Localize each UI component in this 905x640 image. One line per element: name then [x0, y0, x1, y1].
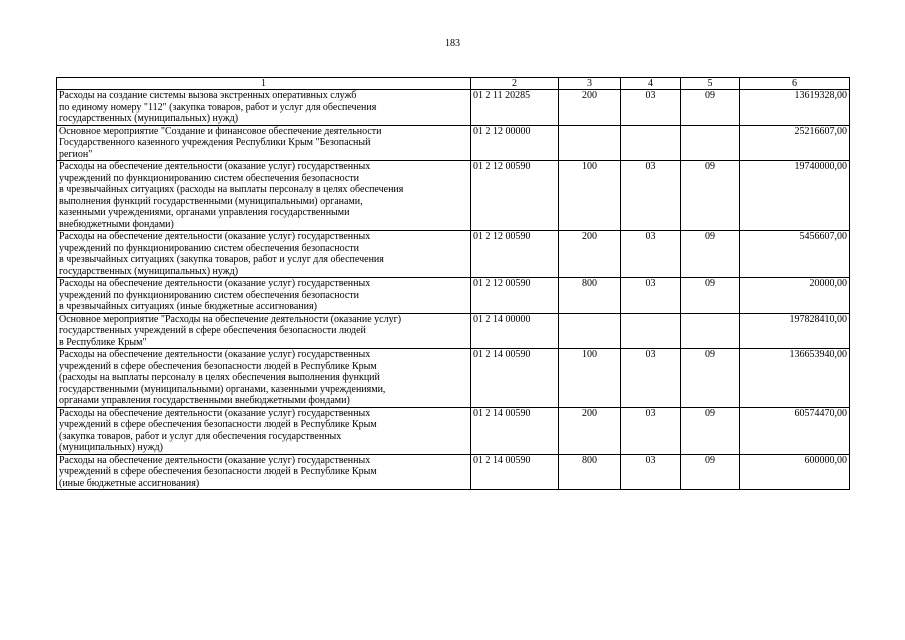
expense-name-cell: Расходы на обеспечение деятельности (оказание услуг) государственных учреждений в сфере обеспечения безопасности людей в Республике Крым (расходы на выплаты персоналу в целях обеспечения выполнения функций государственными (муниципальными) органами, казенными учреждениями, органами управления государственными внебюджетными фондами): [57, 349, 471, 408]
header-col-5: 5: [681, 78, 740, 90]
header-col-4: 4: [621, 78, 681, 90]
target-code-cell: 01 2 12 00000: [471, 125, 559, 161]
section-cell: 03: [621, 407, 681, 454]
expense-name-cell: Основное мероприятие "Расходы на обеспечение деятельности (оказание услуг) государственных учреждений в сфере обеспечения безопасности людей в Республике Крым": [57, 313, 471, 349]
header-col-3: 3: [559, 78, 621, 90]
expense-name-cell: Расходы на обеспечение деятельности (оказание услуг) государственных учреждений в сфере обеспечения безопасности людей в Республике Крым (иные бюджетные ассигнования): [57, 454, 471, 490]
section-cell: 03: [621, 90, 681, 126]
amount-cell: 197828410,00: [740, 313, 850, 349]
header-col-1: 1: [57, 78, 471, 90]
section-cell: 03: [621, 278, 681, 314]
table-row: [57, 90, 850, 126]
expense-type-cell: 200: [559, 90, 621, 126]
target-code-cell: 01 2 12 00590: [471, 278, 559, 314]
expense-name-cell: Расходы на обеспечение деятельности (оказание услуг) государственных учреждений в сфере обеспечения безопасности людей в Республике Крым (закупка товаров, работ и услуг для обеспечения государственных (муниципальных) нужд): [57, 407, 471, 454]
subsection-cell: [681, 313, 740, 349]
target-code-cell: 01 2 14 00590: [471, 454, 559, 490]
page-number: 183: [445, 38, 460, 49]
expense-name-cell: Основное мероприятие "Создание и финансовое обеспечение деятельности Государственного казенного учреждения Республики Крым "Безопасный регион": [57, 125, 471, 161]
amount-cell: 25216607,00: [740, 125, 850, 161]
target-code-cell: 01 2 12 00590: [471, 161, 559, 231]
section-cell: 03: [621, 349, 681, 408]
amount-cell: 600000,00: [740, 454, 850, 490]
expense-type-cell: 800: [559, 454, 621, 490]
expense-type-cell: 800: [559, 278, 621, 314]
table-row: [57, 454, 850, 490]
target-code-cell: 01 2 14 00590: [471, 407, 559, 454]
table-row: [57, 313, 850, 349]
expense-name-cell: Расходы на обеспечение деятельности (оказание услуг) государственных учреждений по функционированию систем обеспечения безопасности в чрезвычайных ситуациях (иные бюджетные ассигнования): [57, 278, 471, 314]
expense-name-cell: Расходы на создание системы вызова экстренных оперативных служб по единому номеру "112" (закупка товаров, работ и услуг для обеспечения государственных (муниципальных) нужд): [57, 90, 471, 126]
expense-type-cell: [559, 125, 621, 161]
target-code-cell: 01 2 14 00000: [471, 313, 559, 349]
table-row: [57, 407, 850, 454]
subsection-cell: 09: [681, 349, 740, 408]
amount-cell: 20000,00: [740, 278, 850, 314]
expense-type-cell: 100: [559, 161, 621, 231]
expense-type-cell: 200: [559, 231, 621, 278]
subsection-cell: [681, 125, 740, 161]
section-cell: 03: [621, 231, 681, 278]
section-cell: [621, 313, 681, 349]
subsection-cell: 09: [681, 278, 740, 314]
header-col-6: 6: [740, 78, 850, 90]
header-col-2: 2: [471, 78, 559, 90]
amount-cell: 136653940,00: [740, 349, 850, 408]
amount-cell: 60574470,00: [740, 407, 850, 454]
subsection-cell: 09: [681, 454, 740, 490]
section-cell: [621, 125, 681, 161]
section-cell: 03: [621, 161, 681, 231]
budget-table: [56, 77, 850, 490]
subsection-cell: 09: [681, 161, 740, 231]
table-header-row: [57, 78, 850, 90]
expense-type-cell: [559, 313, 621, 349]
table-row: [57, 349, 850, 408]
amount-cell: 19740000,00: [740, 161, 850, 231]
table-row: [57, 161, 850, 231]
section-cell: 03: [621, 454, 681, 490]
amount-cell: 13619328,00: [740, 90, 850, 126]
target-code-cell: 01 2 11 20285: [471, 90, 559, 126]
table-row: [57, 125, 850, 161]
subsection-cell: 09: [681, 90, 740, 126]
subsection-cell: 09: [681, 407, 740, 454]
target-code-cell: 01 2 14 00590: [471, 349, 559, 408]
expense-type-cell: 200: [559, 407, 621, 454]
target-code-cell: 01 2 12 00590: [471, 231, 559, 278]
subsection-cell: 09: [681, 231, 740, 278]
expense-name-cell: Расходы на обеспечение деятельности (оказание услуг) государственных учреждений по функционированию систем обеспечения безопасности в чрезвычайных ситуациях (закупка товаров, работ и услуг для обеспечения государственных (муниципальных) нужд): [57, 231, 471, 278]
expense-name-cell: Расходы на обеспечение деятельности (оказание услуг) государственных учреждений по функционированию систем обеспечения безопасности в чрезвычайных ситуациях (расходы на выплаты персоналу в целях обеспечения выполнения функций государственными (муниципальными) органами, казенными учреждениями, органами управления государственными внебюджетными фондами): [57, 161, 471, 231]
amount-cell: 5456607,00: [740, 231, 850, 278]
expense-type-cell: 100: [559, 349, 621, 408]
table-row: [57, 231, 850, 278]
table-row: [57, 278, 850, 314]
